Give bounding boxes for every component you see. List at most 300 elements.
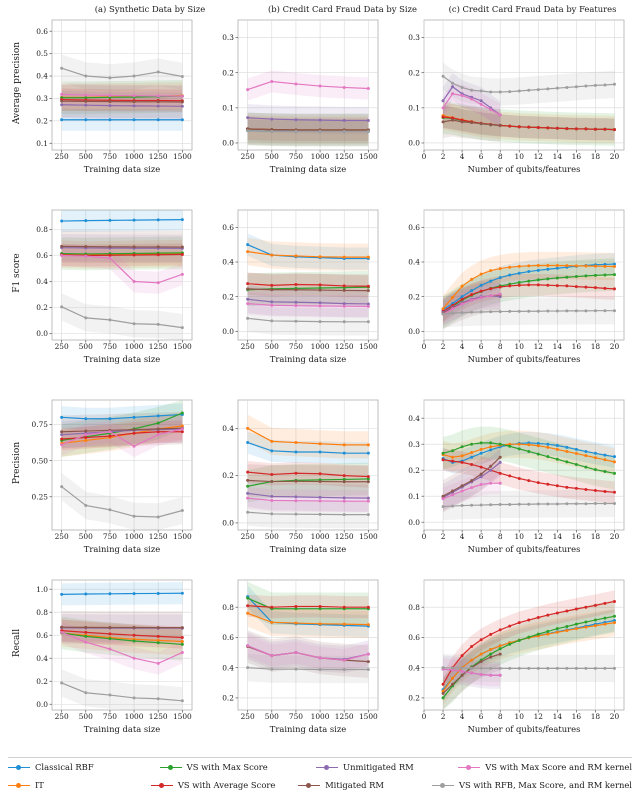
svg-text:0.6: 0.6 — [36, 251, 48, 261]
column-title-c: (c) Credit Card Fraud Data by Features — [448, 4, 617, 14]
series-marker — [294, 320, 297, 323]
series-marker — [546, 126, 549, 129]
series-marker — [108, 104, 111, 107]
series-marker — [270, 480, 273, 483]
svg-text:0.3: 0.3 — [408, 439, 420, 449]
series-marker — [499, 461, 502, 464]
series-marker — [499, 91, 502, 94]
series-marker — [246, 485, 249, 488]
series-marker — [84, 316, 87, 319]
series-marker — [343, 480, 346, 483]
plot-b-ap — [222, 18, 378, 161]
series-marker — [489, 445, 492, 448]
plot-b-f1 — [222, 208, 378, 351]
series-marker — [575, 264, 578, 267]
series-marker — [537, 667, 540, 670]
svg-text:18: 18 — [590, 342, 601, 351]
svg-text:0.4: 0.4 — [222, 257, 234, 267]
series-marker — [537, 278, 540, 281]
plot-c-prec — [408, 398, 624, 541]
series-marker — [157, 626, 160, 629]
x-axis-label: Number of qubits/features — [467, 354, 581, 364]
series-marker — [603, 470, 606, 473]
series-marker — [489, 469, 492, 472]
series-marker — [60, 416, 63, 419]
series-marker — [613, 621, 616, 624]
legend-label-4: IT — [35, 780, 44, 790]
svg-text:1000: 1000 — [124, 712, 144, 721]
series-marker — [270, 304, 273, 307]
series-marker — [527, 283, 530, 286]
series-marker — [60, 681, 63, 684]
series-marker — [546, 483, 549, 486]
x-axis-label: Training data size — [269, 164, 347, 174]
series-marker — [294, 441, 297, 444]
legend-swatch-3 — [458, 767, 480, 768]
series-marker — [442, 692, 445, 695]
series-marker — [133, 626, 136, 629]
series-marker — [451, 460, 454, 463]
series-marker — [343, 623, 346, 626]
series-marker — [594, 667, 597, 670]
series-marker — [157, 253, 160, 256]
series-marker — [518, 503, 521, 506]
svg-text:0.4: 0.4 — [408, 257, 420, 267]
series-marker — [181, 273, 184, 276]
series-marker — [613, 265, 616, 268]
series-marker — [565, 667, 568, 670]
series-marker — [470, 121, 473, 124]
series-marker — [181, 651, 184, 654]
series-marker — [537, 310, 540, 313]
legend-item-1 — [160, 762, 316, 772]
series-marker — [584, 286, 587, 289]
series-marker — [613, 491, 616, 494]
svg-text:0.4: 0.4 — [222, 663, 234, 673]
series-marker — [60, 103, 63, 106]
series-marker — [518, 477, 521, 480]
svg-text:1250: 1250 — [334, 152, 354, 161]
series-marker — [603, 490, 606, 493]
series-marker — [181, 412, 184, 415]
svg-text:0.2: 0.2 — [222, 693, 234, 703]
series-marker — [270, 654, 273, 657]
series-marker — [518, 281, 521, 284]
series-marker — [108, 435, 111, 438]
series-marker — [527, 503, 530, 506]
series-marker — [181, 636, 184, 639]
series-marker — [133, 657, 136, 660]
series-marker — [584, 454, 587, 457]
series-marker — [133, 416, 136, 419]
series-marker — [157, 422, 160, 425]
series-marker — [367, 668, 370, 671]
y-axis-label: F1 score — [12, 253, 22, 293]
plot-canvas — [390, 578, 634, 734]
legend-item-2 — [316, 762, 458, 772]
series-marker — [480, 99, 483, 102]
series-marker — [367, 452, 370, 455]
series-marker — [108, 508, 111, 511]
plot-a-ap — [36, 18, 192, 161]
svg-text:14: 14 — [552, 152, 563, 161]
svg-text:0.1: 0.1 — [408, 103, 420, 113]
series-marker — [270, 621, 273, 624]
svg-text:8: 8 — [497, 712, 503, 721]
svg-text:750: 750 — [288, 712, 303, 721]
series-marker — [451, 85, 454, 88]
series-marker — [565, 264, 568, 267]
series-marker — [546, 277, 549, 280]
series-marker — [108, 254, 111, 257]
series-marker — [546, 667, 549, 670]
series-marker — [508, 310, 511, 313]
svg-text:1500: 1500 — [172, 532, 192, 541]
series-marker — [84, 439, 87, 442]
series-marker — [246, 597, 249, 600]
series-marker — [489, 448, 492, 451]
series-marker — [157, 281, 160, 284]
legend-item-4 — [8, 780, 151, 790]
svg-text:0.8: 0.8 — [36, 225, 48, 235]
svg-text:6: 6 — [478, 152, 484, 161]
series-marker — [603, 84, 606, 87]
series-marker — [461, 94, 464, 97]
series-marker — [367, 653, 370, 656]
series-marker — [246, 129, 249, 132]
series-marker — [527, 264, 530, 267]
series-marker — [246, 644, 249, 647]
series-marker — [343, 305, 346, 308]
series-marker — [451, 505, 454, 508]
series-marker — [157, 245, 160, 248]
series-marker — [575, 502, 578, 505]
svg-text:0.0: 0.0 — [408, 326, 420, 336]
legend-item-5 — [151, 780, 298, 790]
series-marker — [343, 606, 346, 609]
series-marker — [442, 696, 445, 699]
series-marker — [461, 670, 464, 673]
series-marker — [84, 219, 87, 222]
svg-text:1250: 1250 — [334, 342, 354, 351]
svg-text:250: 250 — [54, 712, 69, 721]
svg-text:2: 2 — [440, 152, 446, 161]
series-marker — [584, 606, 587, 609]
series-marker — [584, 667, 587, 670]
svg-text:500: 500 — [264, 152, 279, 161]
svg-text:500: 500 — [78, 152, 93, 161]
series-marker — [527, 443, 530, 446]
series-marker — [470, 667, 473, 670]
series-marker — [84, 691, 87, 694]
series-marker — [480, 673, 483, 676]
svg-text:4: 4 — [459, 532, 465, 541]
series-marker — [133, 219, 136, 222]
series-marker — [537, 503, 540, 506]
series-marker — [270, 284, 273, 287]
series-marker — [518, 667, 521, 670]
svg-text:500: 500 — [264, 532, 279, 541]
series-marker — [470, 289, 473, 292]
series-marker — [518, 639, 521, 642]
svg-text:0.0: 0.0 — [36, 329, 48, 339]
svg-text:16: 16 — [571, 342, 582, 351]
svg-text:20: 20 — [609, 532, 620, 541]
series-marker — [594, 468, 597, 471]
series-marker — [367, 443, 370, 446]
series-marker — [480, 504, 483, 507]
series-marker — [508, 274, 511, 277]
series-marker — [594, 265, 597, 268]
series-marker — [527, 280, 530, 283]
series-marker — [108, 637, 111, 640]
svg-text:8: 8 — [497, 152, 503, 161]
series-marker — [480, 103, 483, 106]
series-marker — [181, 95, 184, 98]
series-marker — [246, 441, 249, 444]
series-marker — [319, 480, 322, 483]
svg-text:6: 6 — [478, 532, 484, 541]
series-marker — [246, 427, 249, 430]
svg-text:750: 750 — [102, 712, 117, 721]
legend-swatch-6 — [298, 785, 320, 786]
svg-text:12: 12 — [533, 532, 543, 541]
svg-text:1000: 1000 — [310, 532, 330, 541]
series-marker — [84, 593, 87, 596]
series-marker — [480, 667, 483, 670]
svg-text:0.3: 0.3 — [36, 94, 48, 104]
svg-text:0.0: 0.0 — [222, 518, 234, 528]
svg-text:0.6: 0.6 — [36, 26, 48, 36]
svg-text:0.2: 0.2 — [222, 292, 234, 302]
series-marker — [537, 283, 540, 286]
series-marker — [181, 626, 184, 629]
svg-text:0.6: 0.6 — [408, 222, 420, 232]
series-marker — [565, 284, 568, 287]
series-marker — [84, 245, 87, 248]
plot-b-rec — [222, 578, 378, 721]
series-marker — [499, 647, 502, 650]
series-marker — [461, 490, 464, 493]
series-marker — [575, 463, 578, 466]
series-marker — [181, 218, 184, 221]
series-marker — [442, 505, 445, 508]
series-marker — [613, 287, 616, 290]
svg-text:1250: 1250 — [148, 712, 168, 721]
svg-text:18: 18 — [590, 532, 601, 541]
series-marker — [613, 460, 616, 463]
series-marker — [451, 677, 454, 680]
series-marker — [480, 473, 483, 476]
series-marker — [527, 636, 530, 639]
legend-item-3 — [458, 762, 632, 772]
series-marker — [442, 497, 445, 500]
series-marker — [575, 448, 578, 451]
series-marker — [556, 631, 559, 634]
svg-text:10: 10 — [514, 152, 524, 161]
series-marker — [60, 593, 63, 596]
series-marker — [60, 631, 63, 634]
series-marker — [343, 320, 346, 323]
series-marker — [537, 616, 540, 619]
series-marker — [527, 126, 530, 129]
series-marker — [546, 264, 549, 267]
series-marker — [270, 606, 273, 609]
series-marker — [157, 635, 160, 638]
series-marker — [157, 218, 160, 221]
series-marker — [343, 284, 346, 287]
series-marker — [442, 313, 445, 316]
series-marker — [489, 108, 492, 111]
series-marker — [319, 442, 322, 445]
series-marker — [489, 503, 492, 506]
series-marker — [527, 89, 530, 92]
series-marker — [480, 660, 483, 663]
series-marker — [470, 504, 473, 507]
svg-text:0.2: 0.2 — [36, 676, 48, 686]
column-title-a: (a) Synthetic Data by Size — [94, 4, 206, 14]
series-marker — [518, 443, 521, 446]
series-marker — [565, 276, 568, 279]
svg-text:0.0: 0.0 — [222, 326, 234, 336]
svg-text:0: 0 — [421, 152, 427, 161]
series-marker — [537, 126, 540, 129]
series-marker — [319, 472, 322, 475]
series-marker — [480, 475, 483, 478]
series-marker — [157, 516, 160, 519]
series-marker — [499, 644, 502, 647]
svg-text:0.8: 0.8 — [408, 602, 420, 612]
series-marker — [584, 502, 587, 505]
series-marker — [613, 273, 616, 276]
series-marker — [489, 482, 492, 485]
svg-text:18: 18 — [590, 712, 601, 721]
series-marker — [108, 592, 111, 595]
series-marker — [546, 455, 549, 458]
series-marker — [613, 615, 616, 618]
svg-text:0.5: 0.5 — [36, 49, 48, 59]
series-marker — [367, 305, 370, 308]
legend-item-6 — [298, 780, 432, 790]
series-marker — [603, 667, 606, 670]
series-marker — [613, 309, 616, 312]
series-marker — [270, 300, 273, 303]
series-marker — [603, 617, 606, 620]
series-marker — [546, 614, 549, 617]
svg-text:250: 250 — [54, 342, 69, 351]
series-marker — [319, 668, 322, 671]
series-marker — [367, 606, 370, 609]
svg-text:0: 0 — [421, 712, 427, 721]
series-marker — [594, 84, 597, 87]
series-marker — [613, 128, 616, 131]
series-marker — [246, 612, 249, 615]
series-marker — [84, 631, 87, 634]
series-marker — [565, 629, 568, 632]
series-marker — [294, 254, 297, 257]
series-marker — [343, 443, 346, 446]
svg-text:0.2: 0.2 — [36, 116, 48, 126]
series-marker — [367, 497, 370, 500]
series-marker — [499, 628, 502, 631]
series-marker — [343, 130, 346, 133]
series-marker — [603, 502, 606, 505]
series-line — [62, 248, 183, 249]
series-marker — [584, 309, 587, 312]
series-marker — [518, 89, 521, 92]
series-marker — [565, 450, 568, 453]
series-marker — [461, 311, 464, 314]
x-axis-label: Training data size — [269, 544, 347, 554]
series-marker — [480, 466, 483, 469]
series-marker — [157, 71, 160, 74]
svg-text:0.50: 0.50 — [31, 456, 48, 466]
svg-text:8: 8 — [497, 532, 503, 541]
svg-text:12: 12 — [533, 152, 543, 161]
legend-label-6: Mitigated RM — [325, 780, 384, 790]
series-marker — [84, 626, 87, 629]
series-marker — [470, 98, 473, 101]
series-marker — [181, 75, 184, 78]
series-marker — [84, 504, 87, 507]
svg-text:0.2: 0.2 — [222, 68, 234, 78]
series-marker — [527, 619, 530, 622]
series-marker — [489, 674, 492, 677]
series-marker — [594, 309, 597, 312]
series-marker — [594, 489, 597, 492]
series-marker — [556, 667, 559, 670]
plot-canvas — [18, 398, 202, 554]
series-marker — [499, 482, 502, 485]
svg-text:16: 16 — [571, 532, 582, 541]
svg-text:1500: 1500 — [358, 152, 378, 161]
svg-text:20: 20 — [609, 152, 620, 161]
series-marker — [556, 503, 559, 506]
series-marker — [499, 503, 502, 506]
series-marker — [181, 101, 184, 104]
series-marker — [489, 123, 492, 126]
series-marker — [133, 104, 136, 107]
series-marker — [270, 254, 273, 257]
series-marker — [613, 502, 616, 505]
series-marker — [270, 499, 273, 502]
svg-text:0.8: 0.8 — [222, 602, 234, 612]
series-marker — [343, 256, 346, 259]
series-marker — [470, 463, 473, 466]
series-marker — [584, 127, 587, 130]
series-marker — [613, 667, 616, 670]
series-marker — [603, 128, 606, 131]
series-marker — [246, 88, 249, 91]
series-marker — [367, 87, 370, 90]
series-marker — [508, 643, 511, 646]
svg-text:10: 10 — [514, 712, 524, 721]
column-title-b: (b) Credit Card Fraud Data by Size — [268, 4, 417, 14]
series-marker — [108, 219, 111, 222]
svg-text:20: 20 — [609, 712, 620, 721]
svg-text:2: 2 — [440, 532, 446, 541]
series-marker — [499, 267, 502, 270]
series-marker — [518, 621, 521, 624]
series-marker — [461, 302, 464, 305]
series-marker — [181, 430, 184, 433]
series-marker — [294, 472, 297, 475]
svg-text:0.2: 0.2 — [222, 471, 234, 481]
series-marker — [108, 694, 111, 697]
svg-text:1000: 1000 — [124, 152, 144, 161]
series-marker — [518, 310, 521, 313]
series-marker — [108, 648, 111, 651]
